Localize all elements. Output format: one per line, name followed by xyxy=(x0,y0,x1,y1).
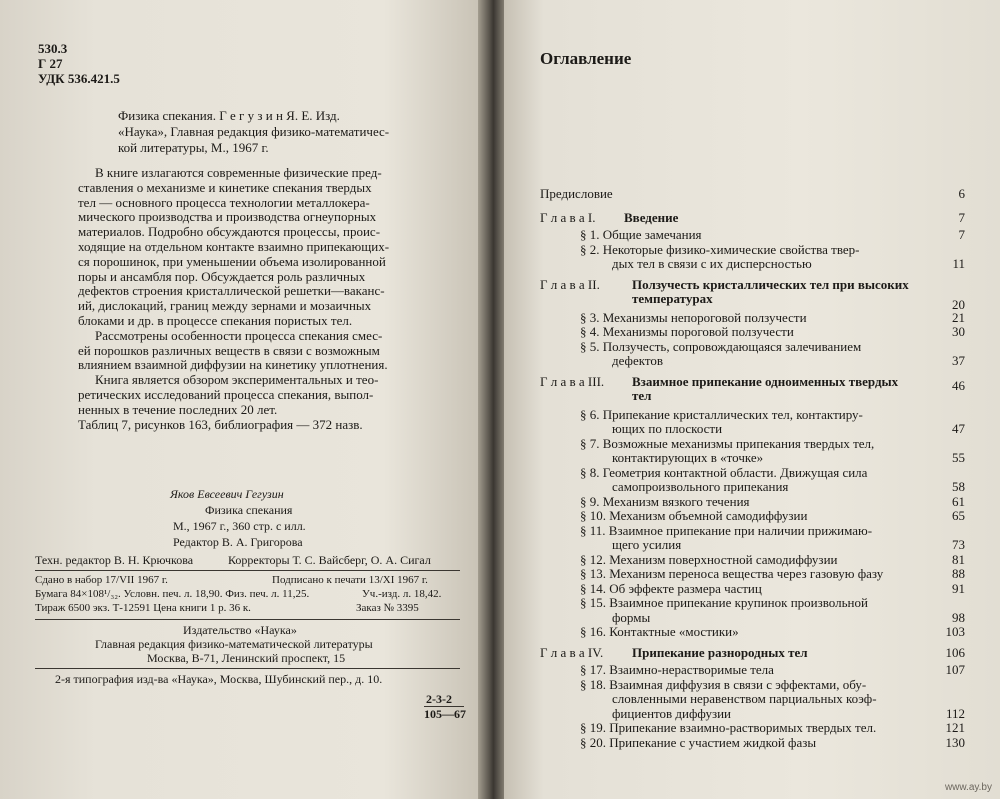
toc-section: § 18. Взаимная диффузия в связи с эффектами, обу- xyxy=(580,676,867,692)
toc-section-cont: контактирующих в «точке» xyxy=(612,450,764,465)
toc-section-cont: щего усилия xyxy=(612,537,682,552)
classification-2: Г 27 xyxy=(38,56,63,71)
toc-chapter-label: Г л а в а II. xyxy=(540,276,600,292)
toc-page-number: 58 xyxy=(952,479,965,494)
toc-section: § 9. Механизм вязкого течения xyxy=(580,493,750,509)
toc-page-number: 65 xyxy=(952,508,965,523)
classification-udk: УДК 536.421.5 xyxy=(38,71,120,86)
table-of-contents xyxy=(540,0,965,799)
annotation-line: Таблиц 7, рисунков 163, библиография — 372 назв. xyxy=(78,416,363,432)
book-title: Физика спекания xyxy=(205,503,293,517)
publisher-line: Москва, В-71, Ленинский проспект, 15 xyxy=(147,651,346,665)
toc-page-number: 30 xyxy=(952,324,965,339)
publisher-line: Издательство «Наука» xyxy=(183,623,297,637)
biblio-line: Физика спекания. Г е г у з и н Я. Е. Изд. xyxy=(118,108,340,123)
imprint-right: Уч.-изд. л. 18,42. xyxy=(362,588,442,600)
toc-section: § 16. Контактные «мостики» xyxy=(580,624,739,639)
imprint-left: Тираж 6500 экз. Т-12591 Цена книги 1 р. 36 к. xyxy=(35,602,251,614)
toc-chapter-label: Г л а в а III. xyxy=(540,373,605,389)
toc-section: § 17. Взаимно-нерастворимые тела xyxy=(580,662,774,677)
toc-chapter-title: Припекание разнородных тел xyxy=(632,644,808,660)
toc-chapter-title: Ползучесть кристаллических тел при высоких xyxy=(632,276,909,292)
correctors: Корректоры Т. С. Вайсберг, О. А. Сигал xyxy=(228,553,431,567)
toc-section: § 11. Взаимное припекание при наличии прижимаю- xyxy=(580,522,873,538)
toc-section: § 6. Припекание кристаллических тел, контактиру- xyxy=(580,406,863,422)
toc-section: § 20. Припекание с участием жидкой фазы xyxy=(580,734,817,750)
annotation-line: ий, дислокаций, границ между зернами и мозаичных xyxy=(78,298,372,314)
annotation-line: мического производства и производства огнеупорных xyxy=(78,209,377,225)
code-1: 2-3-2 xyxy=(426,692,452,706)
editor: Редактор В. А. Григорова xyxy=(173,535,303,549)
toc-section: § 10. Механизм объемной самодиффузии xyxy=(580,508,808,523)
toc-page-number: 121 xyxy=(945,720,965,735)
toc-section: § 19. Припекание взаимно-растворимых твердых тел. xyxy=(580,720,877,735)
toc-page-number: 106 xyxy=(945,644,965,660)
toc-page-number: 98 xyxy=(952,609,965,625)
toc-section: § 12. Механизм поверхностной самодиффузии xyxy=(580,551,838,567)
right-page xyxy=(504,0,1000,799)
imprint-left: Бумага 84×108¹/₃₂. Условн. печ. л. 18,90. Физ. печ. л. 11,25. xyxy=(35,588,310,600)
annotation-line: материалов. Подробно обсуждаются процессы, проис- xyxy=(78,224,381,240)
author-name: Яков Евсеевич Гегузин xyxy=(170,487,284,501)
annotation-line: влиянием взаимной диффузии на кинетику уплотнения. xyxy=(78,357,388,373)
toc-chapter-title: Введение xyxy=(624,209,679,225)
toc-page-number: 6 xyxy=(958,186,965,201)
imprint-right: Заказ № 3395 xyxy=(356,602,419,614)
toc-page-number: 107 xyxy=(945,662,965,677)
annotation-line: ретических исследований процесса спекания, выпол- xyxy=(78,387,374,402)
toc-section: § 3. Механизмы непороговой ползучести xyxy=(580,309,807,325)
annotation-line: дефектов строения кристаллической решетки—ваканс- xyxy=(78,283,385,299)
toc-section: § 14. Об эффекте размера частиц xyxy=(580,580,762,596)
toc-chapter-label: Г л а в а I. xyxy=(540,209,596,225)
annotation-line: Книга является обзором экспериментальных и тео- xyxy=(95,372,379,388)
toc-chapter-label: Г л а в а IV. xyxy=(540,644,604,660)
annotation-line: ненных в течение последних 20 лет. xyxy=(78,401,278,417)
toc-section: § 2. Некоторые физико-химические свойства твер- xyxy=(580,241,860,257)
toc-section: § 1. Общие замечания xyxy=(580,227,702,242)
annotation-line: блоками и др. в процессе спекания пористых тел. xyxy=(78,313,353,328)
left-page xyxy=(0,0,480,799)
annotation-line: ставления о механизме и кинетике спекания твердых xyxy=(78,179,372,195)
toc-page-number: 55 xyxy=(952,450,965,465)
toc-page-number: 37 xyxy=(952,353,965,368)
toc-page-number: 73 xyxy=(952,537,965,552)
classification-1: 530.3 xyxy=(38,41,68,56)
book-gutter xyxy=(478,0,506,799)
watermark: www.ay.by xyxy=(944,782,992,793)
annotation-line: ходящие на отдельном контакте взаимно припекающих- xyxy=(78,239,390,254)
toc-page-number: 20 xyxy=(952,297,965,312)
toc-page-number: 47 xyxy=(952,421,965,436)
annotation-line: ей порошков различных веществ в связи с возможным xyxy=(78,342,380,358)
biblio-line: «Наука», Главная редакция физико-математичес- xyxy=(118,124,390,139)
code-2: 105—67 xyxy=(424,707,466,721)
pub-line: М., 1967 г., 360 стр. с илл. xyxy=(173,519,306,533)
toc-page-number: 112 xyxy=(945,705,965,721)
toc-title: Оглавление xyxy=(540,49,632,68)
annotation-line: В книге излагаются современные физические пред- xyxy=(95,165,382,180)
toc-entry: Предисловие xyxy=(540,186,613,201)
toc-section: § 8. Геометрия контактной области. Движущая сила xyxy=(580,464,868,480)
divider xyxy=(35,619,460,620)
biblio-line: кой литературы, М., 1967 г. xyxy=(118,140,269,155)
toc-chapter-title: Взаимное припекание одноименных твердых xyxy=(632,373,899,389)
annotation-line: ся порошинок, при уменьшении объема изолированной xyxy=(78,253,386,269)
toc-page-number: 7 xyxy=(958,227,965,242)
toc-section: § 7. Возможные механизмы припекания твердых тел, xyxy=(580,435,875,451)
divider xyxy=(35,668,460,669)
toc-page-number: 46 xyxy=(952,378,965,393)
toc-section: § 5. Ползучесть, сопровождающаяся залечиванием xyxy=(580,338,862,354)
imprint-left: Сдано в набор 17/VII 1967 г. xyxy=(35,574,168,586)
annotation-line: Рассмотрены особенности процесса спекания смес- xyxy=(95,327,383,343)
annotation-line: поры и ансамбля пор. Обсуждается роль различных xyxy=(78,268,366,284)
toc-chapter-title: тел xyxy=(632,388,652,403)
toc-page-number: 61 xyxy=(952,493,965,509)
toc-page-number: 130 xyxy=(945,734,965,750)
toc-section-cont: формы xyxy=(612,609,651,625)
toc-page-number: 21 xyxy=(952,309,965,325)
toc-section-cont: дефектов xyxy=(612,353,664,368)
toc-section: § 13. Механизм переноса вещества через газовую фазу xyxy=(580,566,884,581)
toc-page-number: 7 xyxy=(958,209,965,225)
toc-section-cont: дых тел в связи с их дисперсностью xyxy=(612,256,812,271)
toc-section-cont: ющих по плоскости xyxy=(612,421,723,436)
toc-section: § 4. Механизмы пороговой ползучести xyxy=(580,324,794,339)
toc-page-number: 103 xyxy=(945,624,965,639)
publisher-line: Главная редакция физико-математической литературы xyxy=(95,637,373,651)
toc-page-number: 88 xyxy=(952,566,965,581)
toc-section: § 15. Взаимное припекание крупинок произвольной xyxy=(580,595,868,610)
toc-page-number: 81 xyxy=(952,551,965,567)
printer-line: 2-я типография изд-ва «Наука», Москва, Шубинский пер., д. 10. xyxy=(55,672,383,686)
annotation-line: тел — основного процесса технологии металлокера- xyxy=(78,194,370,210)
toc-page-number: 91 xyxy=(952,580,965,596)
divider xyxy=(35,570,460,571)
toc-chapter-title: температурах xyxy=(632,291,713,306)
toc-section-cont: словленными неравенством парциальных коэф- xyxy=(612,691,877,706)
toc-page-number: 11 xyxy=(952,256,965,271)
toc-section-cont: фициентов диффузии xyxy=(612,705,731,721)
imprint-right: Подписано к печати 13/XI 1967 г. xyxy=(272,574,428,586)
tech-editor: Техн. редактор В. Н. Крючкова xyxy=(35,553,194,567)
toc-section-cont: самопроизвольного припекания xyxy=(612,479,789,494)
